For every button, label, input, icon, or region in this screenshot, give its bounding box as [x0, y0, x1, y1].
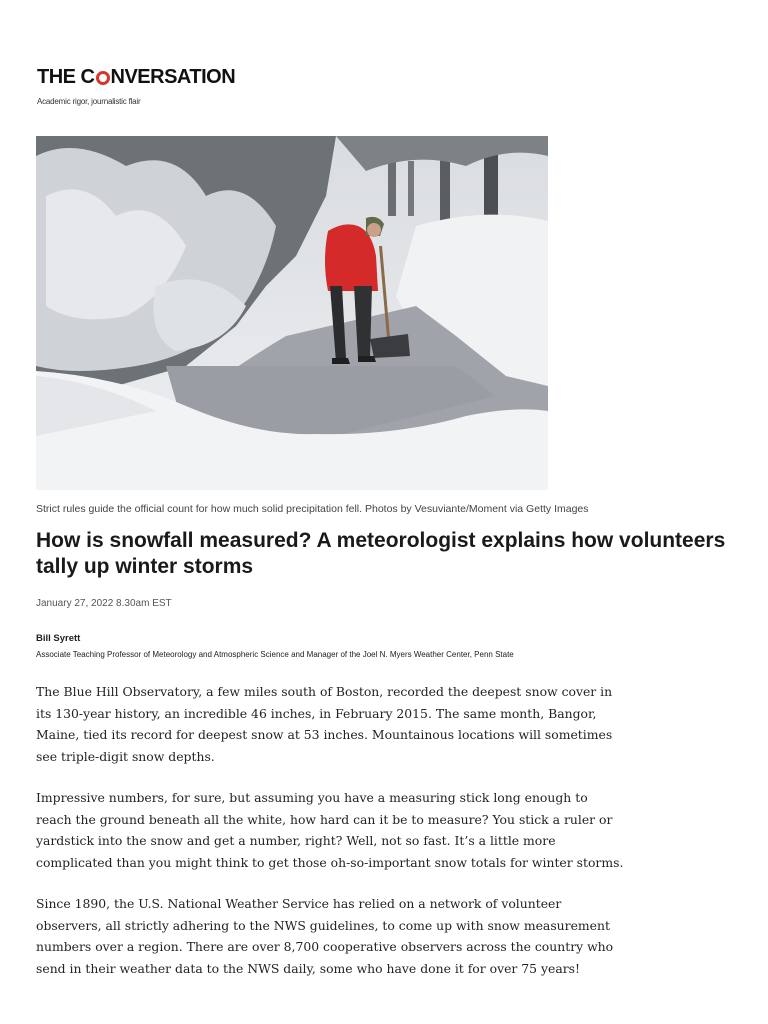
hero-image [36, 136, 548, 490]
article-body [36, 681, 626, 999]
speech-bubble-icon [96, 71, 110, 85]
image-caption: Strict rules guide the official count for how much solid precipitation fell. Photos by Vesuviante/Moment via Getty Images [36, 503, 589, 515]
article-title: How is snowfall measured? A meteorologist explains how volunteers tally up winter storms [36, 529, 726, 578]
paragraph: The Blue Hill Observatory, a few miles south of Boston, recorded the deepest snow cover in its 130-year history, an incredible 46 inches, in February 2015. The same month, Bangor, Maine, tied its record for deepest snow at 53 inches. Mountainous locations will sometimes see triple-digit snow depths. [36, 684, 613, 764]
publish-date: January 27, 2022 8.30am EST [36, 598, 172, 609]
logo-text-left: THE C [37, 66, 95, 88]
paragraph: Since 1890, the U.S. National Weather Service has relied on a network of volunteer observers, all strictly adhering to the NWS guidelines, to come up with snow measurement numbers over a region. There are over 8,700 cooperative observers across the country who send in their weather data to the NWS daily, some who have done it for over 75 years! [36, 896, 614, 976]
site-logo[interactable] [37, 66, 235, 89]
author-name[interactable]: Bill Syrett [36, 633, 81, 644]
author-affiliation: Associate Teaching Professor of Meteorology and Atmospheric Science and Manager of the Joel N. Myers Weather Center, Penn State [36, 650, 514, 659]
site-tagline: Academic rigor, journalistic flair [37, 97, 141, 106]
paragraph: Impressive numbers, for sure, but assuming you have a measuring stick long enough to reach the ground beneath all the white, how hard can it be to measure? You stick a ruler or yardstick into the snow and get a number, right? Well, not so fast. It’s a little more complicated than you might think to get those oh-so-important snow totals for winter storms. [36, 790, 624, 870]
snow-shoveling-photo [36, 136, 548, 490]
logo-text-right: NVERSATION [110, 66, 236, 88]
